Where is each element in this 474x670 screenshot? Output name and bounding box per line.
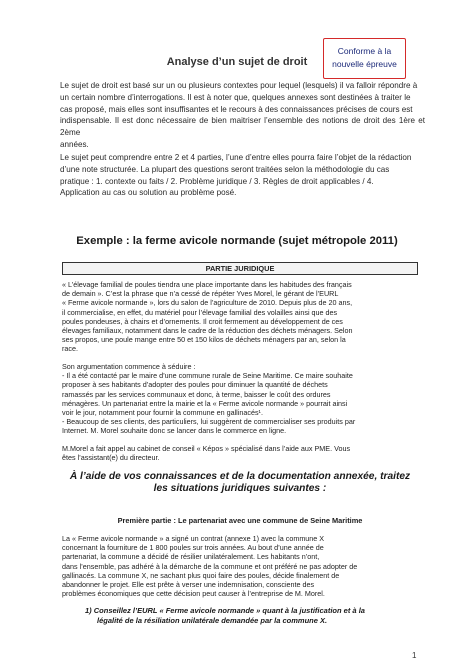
text-line: « L’élevage familial de poules tiendra une place importante dans les habitudes des français: [62, 280, 352, 289]
text-line: cas proposé, mais elles sont insuffisantes et le recours à des connaissances précises de cours est: [60, 104, 413, 114]
text-line: partenariat, la commune a décidé de résilier unilatéralement. Les habitants n’ont,: [62, 552, 320, 562]
text-line: années.: [60, 139, 89, 149]
text-line: pratique : 1. contexte ou faits / 2. Problème juridique / 3. Règles de droit applicables / 4.: [60, 176, 374, 186]
text-line: Son argumentation commence à séduire :: [62, 362, 196, 371]
text-line: Le sujet peut comprendre entre 2 et 4 parties, l’une d’entre elles pourra faire l’objet de la rédaction: [60, 153, 412, 162]
text-line: 1) Conseillez l’EURL « Ferme avicole normande » quant à la justification et à la: [85, 606, 365, 615]
text-line: « Ferme avicole normande », lors du salon de l’agriculture de 2010. Depuis plus de 20 ans,: [62, 298, 353, 308]
text-line: dans l’ensemble, pas adhéré à la démarche de la commune et ont préféré ne pas adopter de: [62, 561, 358, 571]
text-line: les situations juridiques suivantes :: [153, 483, 327, 494]
example-title: Exemple : la ferme avicole normande (sujet métropole 2011): [76, 235, 398, 247]
text-line: ramassés par les services communaux et donc, à terme, baisser le coût des ordures: [62, 389, 331, 399]
text-line: La « Ferme avicole normande » a signé un contrat (annexe 1) avec la commune X: [62, 534, 325, 543]
page-number: 1: [412, 651, 417, 660]
scan-paragraph-4: [62, 534, 418, 598]
text-line: légalité de la résiliation unilatérale demandée par la commune X.: [97, 615, 328, 625]
text-line: élevages familiaux, notamment dans le cadre de la réduction des déchets ménagers. Selon: [62, 326, 353, 336]
question-1: [85, 606, 420, 625]
badge-line-2: nouvelle épreuve: [332, 59, 397, 69]
intro-paragraph-2: [60, 152, 425, 199]
text-line: - Beaucoup de ses clients, des particuliers, lui suggèrent de commercialiser ses produits par: [62, 417, 356, 427]
scan-paragraph-3: [62, 444, 418, 462]
text-line: Application au cas ou solution au problème posé.: [60, 188, 237, 198]
text-line: poules pondeuses, à chairs et d’ornements. Il croit fermement au développement de ces: [62, 316, 343, 326]
text-line: ses propos, une poule mange entre 50 et 150 kilos de déchets ménagers par an, selon la: [62, 335, 346, 345]
text-line: d’une note structurée. La plupart des questions seront traitées selon la méthodologie du cas: [60, 164, 390, 174]
text-line: gallinacés. La commune X, ne sachant plus quoi faire des poules, décide finalement de: [62, 570, 340, 580]
page-title: Analyse d’un sujet de droit: [166, 56, 308, 68]
text-line: - Il a été contacté par le maire d’une commune rurale de Seine Maritime. Ce maire souhaite: [62, 371, 353, 381]
scan-paragraph-1: [62, 280, 418, 354]
scan-paragraph-2: [62, 362, 418, 436]
text-line: concernant la fourniture de 1 800 poules sur trois années. Au bout d’une année de: [62, 543, 324, 553]
text-line: M.Morel a fait appel au cabinet de conseil « Képos » spécialisé dans l’aide aux PME. Vous: [62, 444, 351, 453]
text-line: ménagères. Un partenariat entre la mairie et la « Ferme avicole normande » pourrait ainsi: [62, 398, 348, 408]
text-line: voir le jour, notamment pour fournir la commune en gallinacés¹.: [62, 408, 263, 418]
instruction-heading: [60, 471, 420, 495]
text-line: Le sujet de droit est basé sur un ou plusieurs contextes pour lequel (lesquels) il va falloir répondre à: [60, 81, 418, 90]
text-line: il commercialise, en effet, du matériel pour l’élevage familial des volailles ainsi que des: [62, 307, 338, 317]
text-line: de demain ». C’est la phrase que n’a cessé de répéter Yves Morel, le gérant de l’EURL: [62, 289, 339, 299]
text-line: problèmes économiques que cette décision peut causer à l’entreprise de M. Morel.: [62, 589, 325, 599]
part-one-heading: Première partie : Le partenariat avec une commune de Seine Maritime: [117, 516, 363, 525]
text-line: un certain nombre d’interrogations. Il est à noter que, quelques annexes sont destinées à traiter le: [60, 92, 411, 102]
text-line: Internet. M. Morel souhaite donc se lancer dans le commerce en ligne.: [62, 426, 287, 436]
intro-paragraph-1: [60, 80, 425, 151]
text-line: race.: [62, 344, 78, 354]
text-line: abandonner le projet. Elle est prête à verser une indemnisation, consciente des: [62, 580, 315, 590]
text-line: proposer à ses habitants d’adopter des poules pour diminuer la quantité de déchets: [62, 380, 328, 390]
badge-line-1: Conforme à la: [337, 46, 392, 56]
text-line: êtes l’assistant(e) du directeur.: [62, 453, 160, 463]
text-line: À l’aide de vos connaissances et de la documentation annexée, traitez: [69, 471, 411, 482]
text-line: indispensable. Il est donc nécessaire de bien maitriser l’ensemble des notions de droit des 1ère et 2ème: [60, 116, 425, 138]
section-header-bar: PARTIE JURIDIQUE: [62, 262, 418, 275]
